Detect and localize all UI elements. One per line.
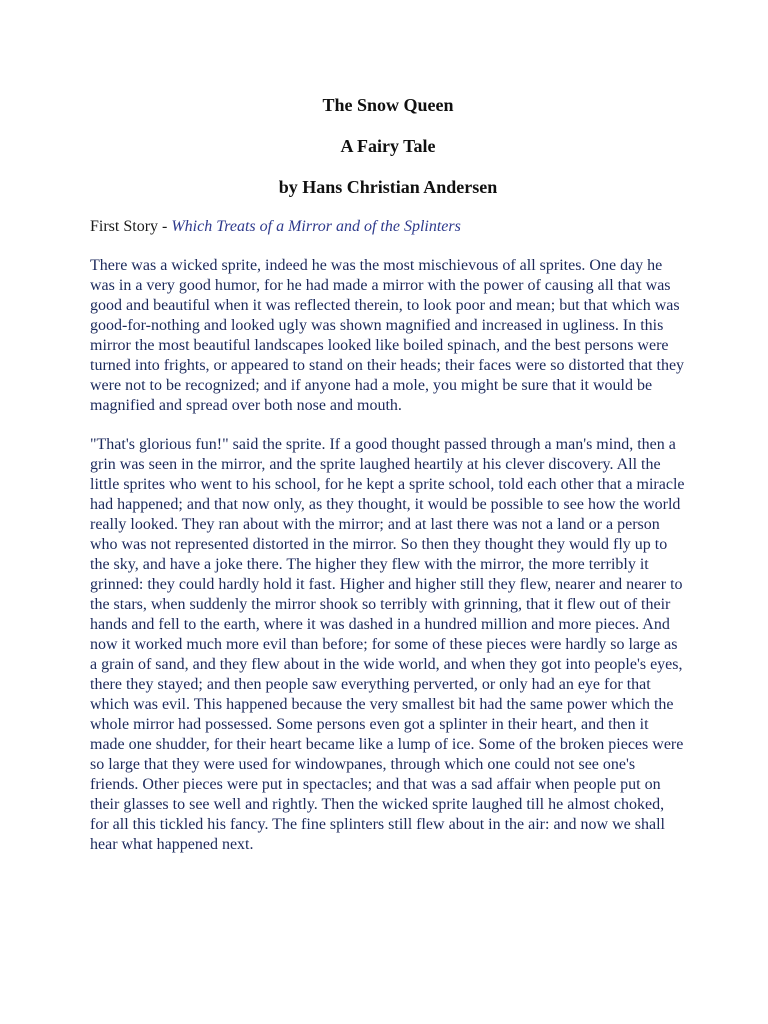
story-heading — [90, 217, 686, 237]
story-title: Which Treats of a Mirror and of the Splinters — [171, 218, 461, 235]
paragraph-1: There was a wicked sprite, indeed he was the most mischievous of all sprites. One day he was in a very good humor, for he had made a mirror with the power of causing all that was good and beautiful when it was reflected therein, to look poor and mean; but that which was good-for-nothing and looked ugly was shown magnified and increased in ugliness. In this mirror the most beautiful landscapes looked like boiled spinach, and the best persons were turned into frights, or appeared to stand on their heads; their faces were so distorted that they were not to be recognized; and if anyone had a mole, you might be sure that it would be magnified and spread over both nose and mouth. — [90, 257, 685, 414]
paragraph-2: "That's glorious fun!" said the sprite. If a good thought passed through a man's mind, then a grin was seen in the mirror, and the sprite laughed heartily at his clever discovery. All the little sprites who went to his school, for he kept a sprite school, told each other that a miracle had happened; and that now only, as they thought, it would be possible to see how the world really looked. They ran about with the mirror; and at last there was not a land or a person who was not represented distorted in the mirror. So then they thought they would fly up to the sky, and have a joke there. The higher they flew with the mirror, the more terribly it grinned: they could hardly hold it fast. Higher and higher still they flew, nearer and nearer to the stars, when suddenly the mirror shook so terribly with grinning, that it flew out of their hands and fell to the earth, where it was dashed in a hundred million and more pieces. And now it worked much more evil than before; for some of these pieces were hardly so large as a grain of sand, and they flew about in the wide world, and when they got into people's eyes, there they stayed; and then people saw everything perverted, or only had an eye for that which was evil. This happened because the very smallest bit had the same power which the whole mirror had possessed. Some persons even got a splinter in their heart, and then it made one shudder, for their heart became like a lump of ice. Some of the broken pieces were so large that they were used for windowpanes, through which one could not see one's friends. Other pieces were put in spectacles; and that was a sad affair when people put on their glasses to see well and rightly. Then the wicked sprite laughed till he almost choked, for all this tickled his fancy. The fine splinters still flew about in the air: and now we shall hear what happened next. — [90, 436, 685, 853]
author-line: by Hans Christian Andersen — [278, 177, 498, 197]
document-page — [90, 94, 686, 874]
story-label: First Story - — [90, 218, 172, 235]
document-subtitle: A Fairy Tale — [340, 136, 436, 156]
document-title: The Snow Queen — [322, 95, 454, 115]
